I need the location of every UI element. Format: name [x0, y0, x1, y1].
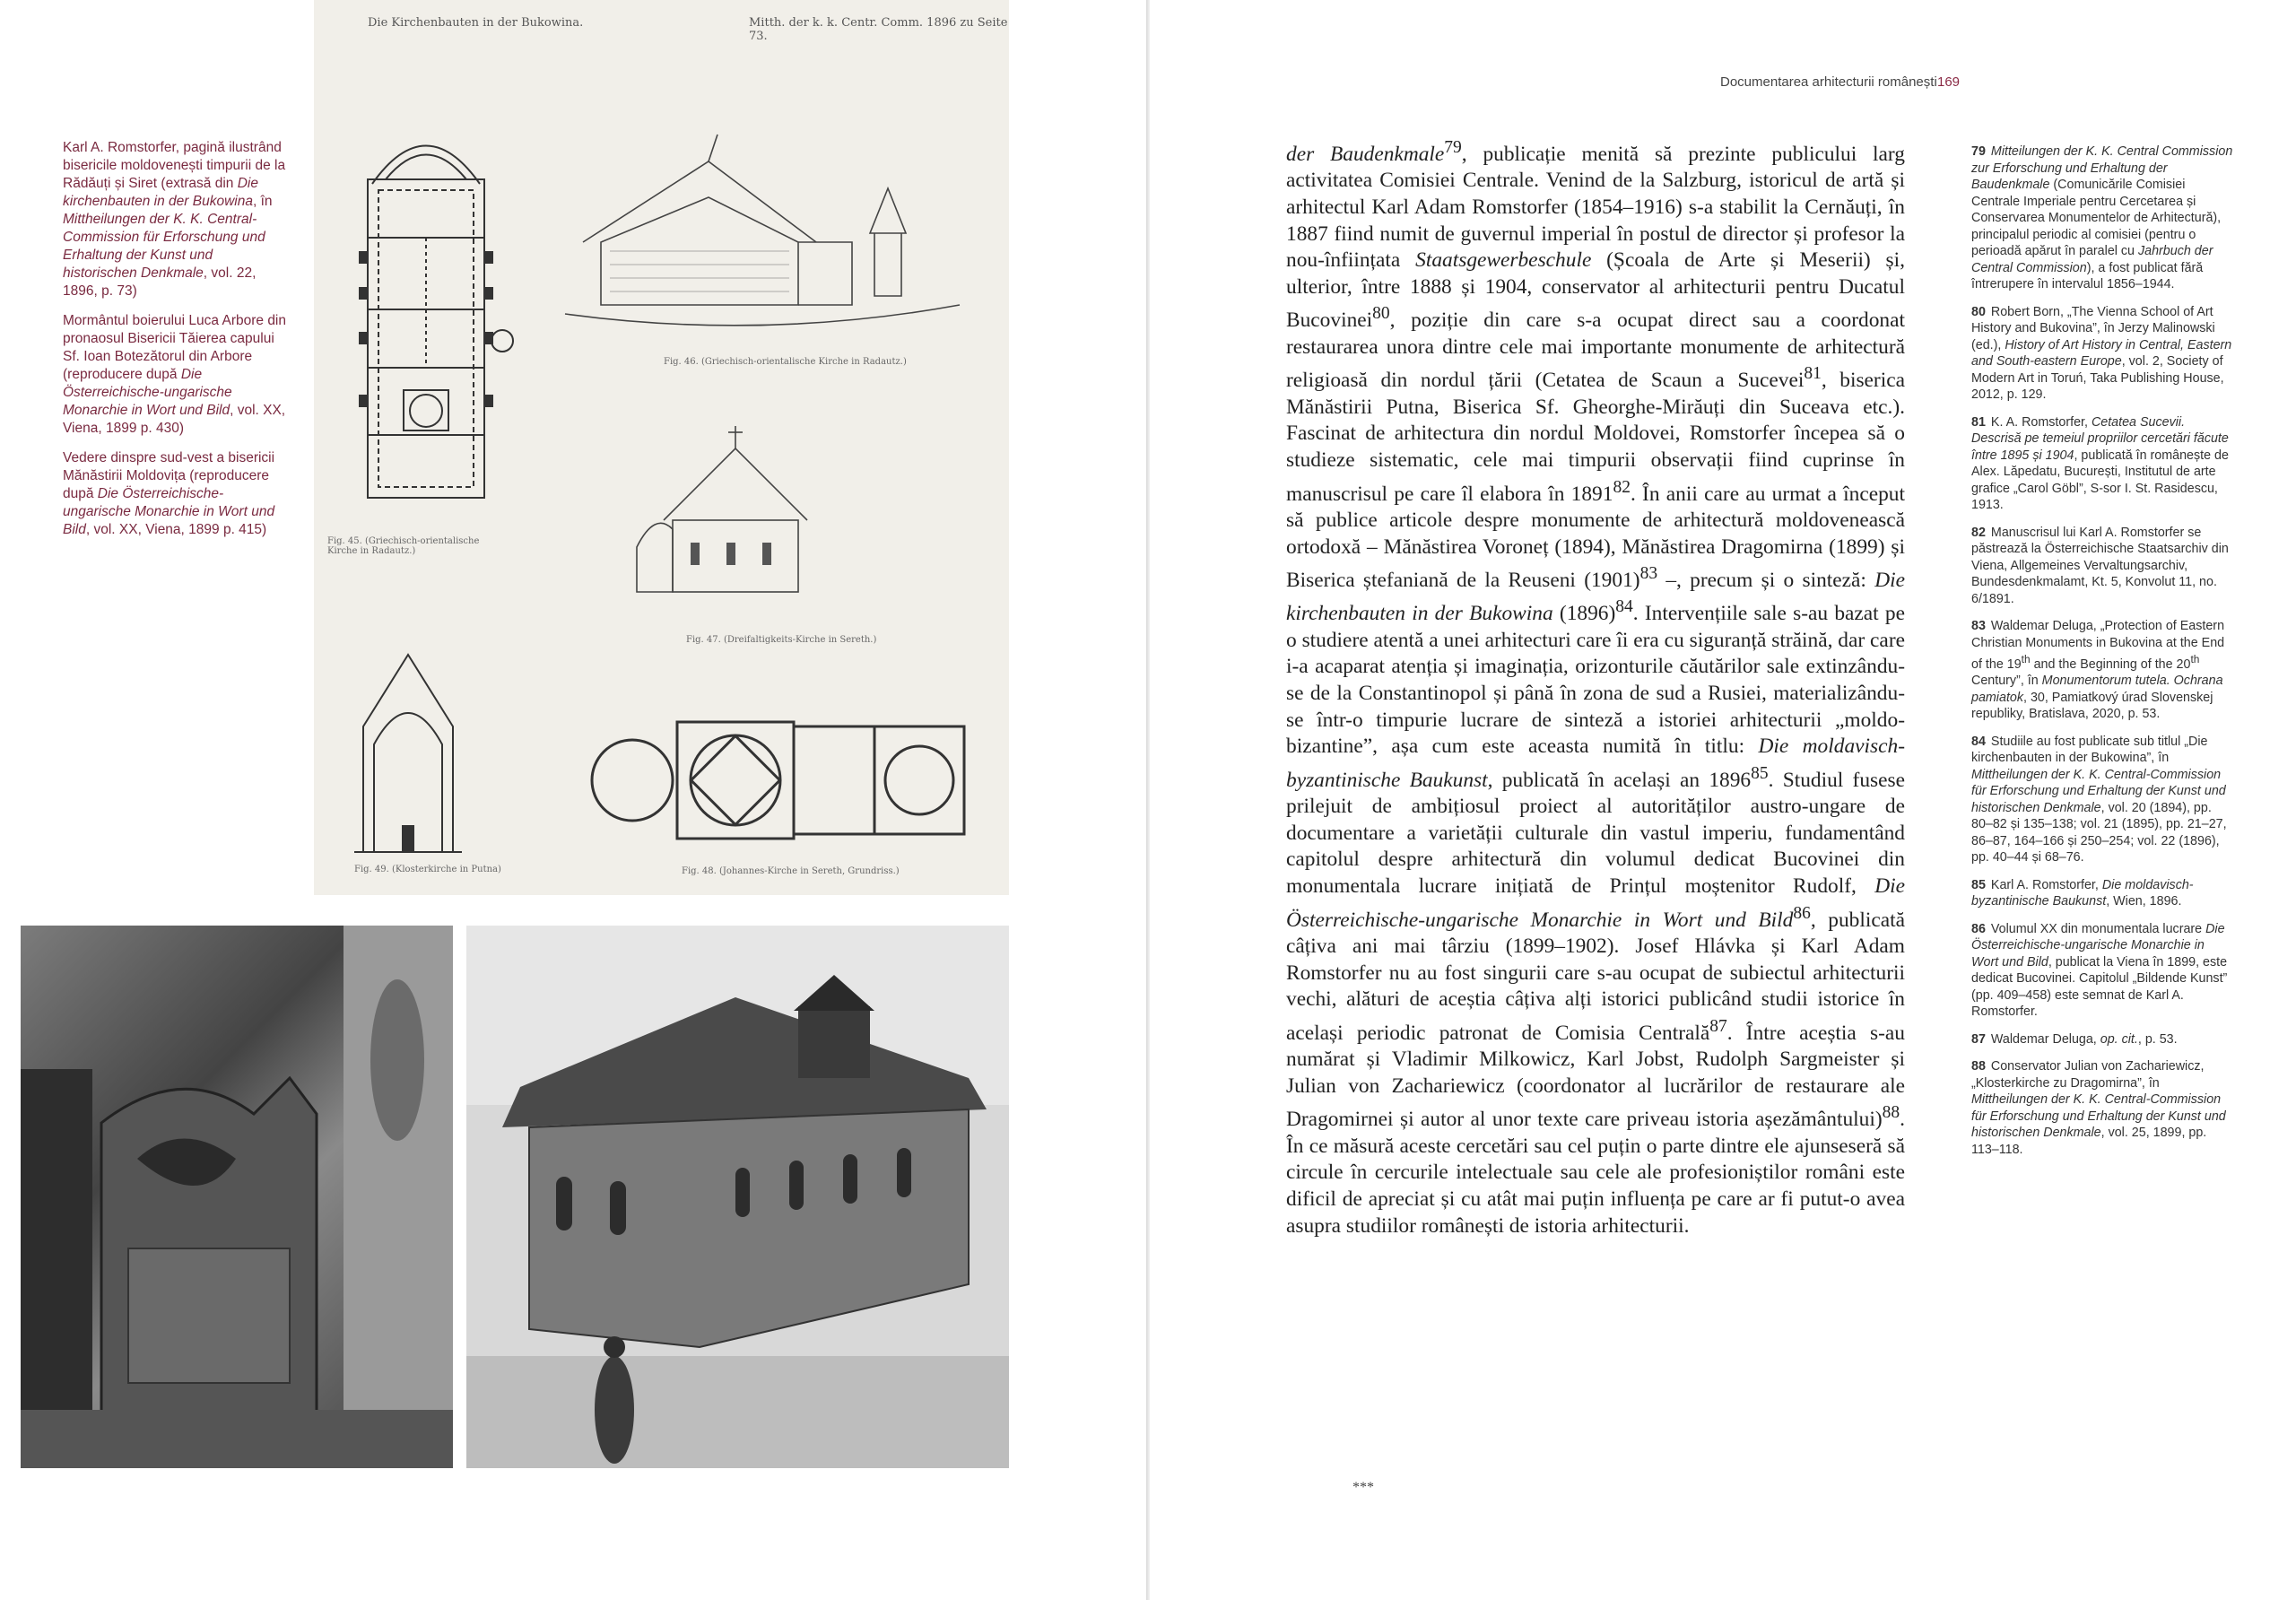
fig46-caption: Fig. 46. (Griechisch-orientalische Kirche in Radautz.) — [664, 357, 907, 367]
plate-header-left: Die Kirchenbauten in der Bukowina. — [368, 16, 584, 30]
body-text — [1286, 135, 1905, 1239]
church-sketch-radautz — [529, 108, 996, 341]
footnote: 84 Studiile au fost publicate sub titlul „Die kirchenbauten in der Bukowina”, în Mittheilungen der K. K. Central-Commission für Erforschung und Erhaltung der Kunst und historischen Denkmale, vol. 20 (1894), pp. 80–82 și 135–138; vol. 21 (1895), pp. 21–27, 86–87, 164–166 și 250–254; vol. 22 (1896), pp. 40–44 și 68–76. — [1971, 734, 2227, 865]
footnote: 85 Karl A. Romstorfer, Die moldavisch-byzantinische Baukunst, Wien, 1896. — [1971, 877, 2194, 909]
caption-plate: Karl A. Romstorfer, pagină ilustrând bisericile moldovenești timpurii de la Rădăuți și Siret (extrasă din Die kirchenbauten in der Bukowina, în Mittheilungen der K. K. Central-Commission für Erforschung und Erhaltung der Kunst und historischen Denkmale, vol. 22, 1896, p. 73) — [63, 140, 286, 299]
floor-plan-radautz — [332, 126, 520, 529]
footnote: 87 Waldemar Deluga, op. cit., p. 53. — [1971, 1031, 2178, 1047]
running-head: Documentarea arhitecturii românești — [1720, 74, 1937, 90]
plate-header-right: Mitth. der k. k. Centr. Comm. 1896 zu Seite 73. — [749, 16, 1008, 43]
fig48-caption: Fig. 48. (Johannes-Kirche in Sereth, Grundriss.) — [682, 866, 900, 876]
plan-sereth — [578, 691, 991, 870]
fig47-caption: Fig. 47. (Dreifaltigkeits-Kirche in Sereth.) — [686, 635, 877, 645]
left-page — [0, 0, 1146, 1600]
footnote: 86 Volumul XX din monumentala lucrare Die Österreichische-ungarische Monarchie in Wort und Bild, publicat la Viena în 1899, este dedicat Bucovinei. Capitolul „Bildende Kunst” (pp. 409–458) este semnat de Karl A. Romstorfer. — [1971, 921, 2228, 1020]
right-page — [1150, 0, 2296, 1600]
figure-captions — [63, 139, 287, 551]
footnote: 79 Mitteilungen der K. K. Central Commission zur Erforschung und Erhaltung der Baudenkmale (Comunicările Comisiei Centrale Imperiale pentru Cercetarea și Conservarea Monumentelor de Arhitectură), principalul periodic al comisiei (pentru o perioadă apărut în paralel cu Jahrbuch der Central Commission), a fost publicat fără întrerupere în intervalul 1856–1944. — [1971, 144, 2233, 291]
caption-tomb: Mormântul boierului Luca Arbore din pronaosul Bisericii Tăierea capului Sf. Ioan Botezătorul din Arbore (reproducere după Die Österreichische-ungarische Monarchie in Wort und Bild, vol. XX, Viena, 1899 p. 430) — [63, 313, 286, 436]
section-putna — [345, 646, 471, 861]
fig49-caption: Fig. 49. (Klosterkirche in Putna) — [354, 865, 501, 874]
footnote: 83 Waldemar Deluga, „Protection of Eastern Christian Monuments in Bukovina at the End of the 19th and the Beginning of the 20th Century”, în Monumentorum tutela. Ochrana pamiatok, 30, Pamiatkový úrad Slovenskej republiky, Bratislava, 2020, p. 53. — [1971, 619, 2225, 722]
section-separator: *** — [1352, 1480, 1374, 1495]
footnotes — [1971, 143, 2233, 1169]
engraving-plate — [314, 0, 1009, 895]
footnote: 80 Robert Born, „The Vienna School of Art History and Bukovina”, în Jerzy Malinowski (ed.), History of Art History in Central, Eastern and South-eastern Europe, vol. 2, Society of Modern Art in Toruń, Taka Publishing House, 2012, p. 129. — [1971, 304, 2232, 402]
fig45-caption: Fig. 45. (Griechisch-orientalische Kirche in Radautz.) — [327, 536, 480, 556]
footnote: 82 Manuscrisul lui Karl A. Romstorfer se păstrează la Österreichische Staatsarchiv din Viena, Allgemeines Vervaltungsarchiv, Bundesdenkmalamt, Kt. 5, Konvolut 11, no. 6/1891. — [1971, 525, 2229, 606]
church-sketch-sereth — [601, 413, 870, 619]
page-number: 169 — [1937, 74, 1961, 90]
tomb-arbore-image — [21, 926, 453, 1468]
body-paragraph: der Baudenkmale$^{79}$, publicație menită să prezinte publicului larg activitatea Comisiei Centrale. Venind de la Salzburg, istoricul de artă și arhitectul Karl Adam Romstorfer (1854–1916) s-a stabilit la Cernăuți, în 1887 fiind numit de guvernul imperial în postul de director și profesor la nou-înființata Staatsgewerbeschule (Școala de Arte și Meserii) și, ulterior, între 1888 și 1904, conservator al arhitecturii pentru Ducatul Bucovinei$^{80}$, poziție din care s-a ocupat direct sau a coordonat restaurarea unora dintre cele mai importante monumente de arhitectură religioasă din nordul țării (Cetatea de Scaun a Sucevei$^{81}$, biserica Mănăstirii Putna, Biserica Sf. Gheorghe-Mirăuți din Suceava etc.). Fascinat de arhitectura din nordul Moldovei, Romstorfer începea să o studieze sistematic, cele mai timpurii observații fiind cuprinse în manuscrisul pe care îl elabora în 1891$^{82}$. În anii care au urmat a început să publice articole despre monumente de arhitectură moldovenească ortodoxă – Mănăstirea Voroneț (1894), Mănăstirea Dragomirna (1899) și Biserica ștefaniană de la Reuseni $(1901)^{83}$ –, precum și o sinteză: Die kirchenbauten in der Bukowina $(1896)^{84}$. Intervențiile sale s-au bazat pe o studiere atentă a unei arhitecturi care îi era cu siguranță străină, dar care i-a acaparat atenția și imaginația, orizonturile căutărilor sale extinzându-se de la Constantinopol și până în zona de sud a Rusiei, materializându-se într-o timpurie lucrare de sinteză a istoriei arhitecturii „moldo-bizantine”, așa cum este aceasta numită în titlu: Die moldavisch-byzantinische Baukunst, publicată în același an 1896$^{85}$. Studiul fusese prilejuit de ambițiosul proiect al autorităților austro-ungare de documentare a varietății culturale din vastul imperiu, fundamentând capitolul despre arhitectură din volumul dedicat Bucovinei din monumentala lucrare inițiată de Prințul moștenitor Rudolf, Die Österreichische-ungarische Monarchie in Wort und Bild$^{86}$, publicată câțiva ani mai târziu (1899–1902). Josef Hlávka și Karl Adam Romstorfer nu au fost singurii care s-au ocupat de subiectul arhitecturii vechi, alături de aceștia câțiva alți istorici publicând studii istorice în același periodic patronat de Comisia Centrală$^{87}$. Între aceștia s-au numărat și Vladimir Milkowicz, Karl Jobst, Rudolph Sargmeister și Julian von Zachariewicz (coordonator al lucrărilor de restaurare ale Dragomirnei și autor al unor texte care priveau istoria așezământului)$^{88}$. În ce măsură aceste cercetări sau cel puțin o parte dintre ele ajunseseră să circule în cercurile intelectuale sau cele ale profesioniștilor români este dificil de apreciat și cu atât mai puțin influența pe care ar fi putut-o avea asupra studiilor românești de istoria arhitecturii. — [1286, 138, 1905, 1238]
caption-moldovita: Vedere dinspre sud-vest a bisericii Mănăstirii Moldovița (reproducere după Die Österreichische-ungarische Monarchie in Wort und Bild, vol. XX, Viena, 1899 p. 415) — [63, 450, 275, 537]
footnote: 81 K. A. Romstorfer, Cetatea Sucevii. Descrisă pe temeiul propriilor cercetări făcute între 1895 și 1904, publicată în românește de Alex. Lăpedatu, București, Institutul de arte grafice „Carol Göbl”, S-sor I. St. Rasidescu, 1913. — [1971, 414, 2229, 512]
moldovita-church-image — [466, 926, 1009, 1468]
footnote: 88 Conservator Julian von Zachariewicz, „Klosterkirche zu Dragomirna”, în Mittheilungen der K. K. Central-Commission für Erforschung und Erhaltung der Kunst und historischen Denkmale, vol. 25, 1899, pp. 113–118. — [1971, 1059, 2226, 1157]
